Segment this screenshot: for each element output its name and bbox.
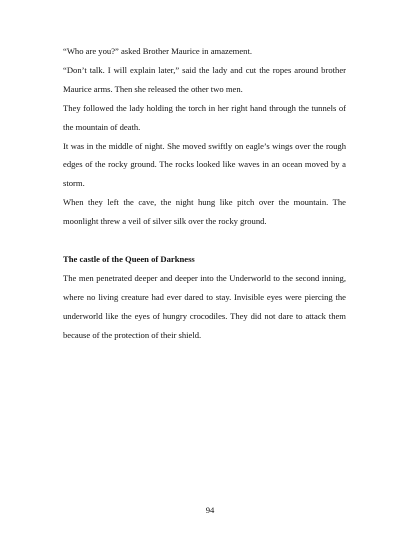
body-text: [63, 42, 346, 345]
paragraph-who-are-you: “Who are you?” asked Brother Maurice in amazement.: [63, 46, 252, 56]
paragraph-followed-lady: They followed the lady holding the torch in her right hand through the tunnels of the mountain of death.: [63, 102, 346, 132]
paragraph-dont-talk: “Don’t talk. I will explain later,” said the lady and cut the ropes around brother Maurice arms. Then she released the other two men.: [63, 64, 346, 94]
paragraph-middle-of-night: It was in the middle of night. She moved swiftly on eagle’s wings over the rough edges of the rocky ground. The rocks looked like waves in an ocean moved by a storm.: [63, 140, 346, 189]
paragraph-left-the-cave: When they left the cave, the night hung like pitch over the mountain. The moonlight threw a veil of silver silk over the rocky ground.: [63, 197, 346, 227]
paragraph-men-penetrated: The men penetrated deeper and deeper into the Underworld to the second inning, where no living creature had ever dared to stay. Invisible eyes were piercing the underworld like the eyes of hungry crocodiles. They did not dare to attack them because of the protection of their shield.: [63, 272, 346, 340]
section-spacer: [63, 231, 346, 250]
section-heading: The castle of the Queen of Darkness: [63, 254, 195, 265]
page-number: 94: [205, 505, 215, 515]
